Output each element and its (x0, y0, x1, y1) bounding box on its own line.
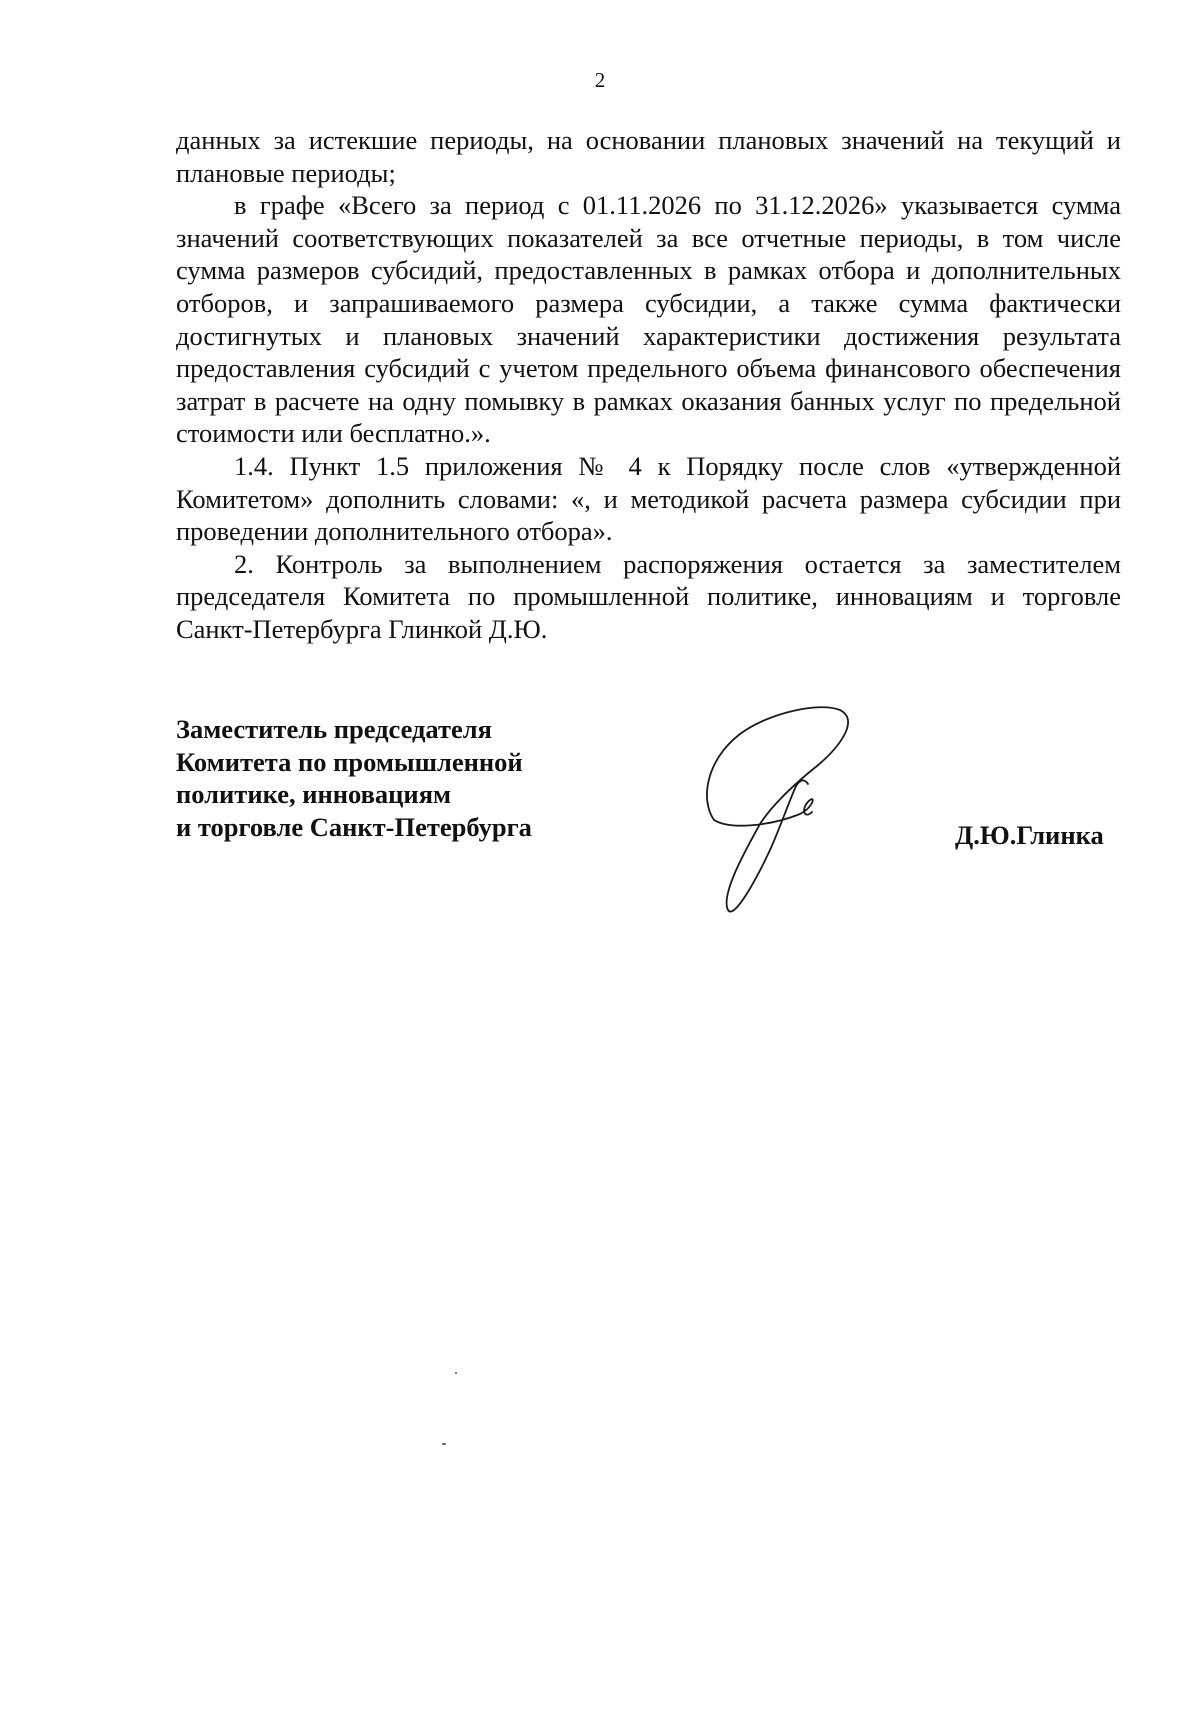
signatory-position (176, 713, 532, 843)
paragraph-continuation: данных за истекшие периоды, на основании плановых значений на текущий и плановые периоды; (176, 125, 1121, 188)
signatory-position-line: политике, инновациям (176, 779, 452, 809)
paragraph-item-1-4: 1.4. Пункт 1.5 приложения № 4 к Порядку после слов «утвержденной Комитетом» дополнить словами: «, и методикой расчета размера субсидии при проведении дополнительного отбора». (176, 450, 1121, 547)
document-body (176, 124, 1121, 646)
signatory-position-line: Заместитель председателя (176, 714, 492, 744)
handwritten-signature (700, 700, 870, 920)
signatory-name: Д.Ю.Глинка (955, 820, 1104, 850)
scan-speck (455, 1372, 457, 1374)
page-number: 2 (594, 68, 606, 92)
signatory-position-line: и торговле Санкт-Петербурга (176, 811, 532, 842)
signatory-position-line: Комитета по промышленной (176, 746, 523, 777)
scan-speck (442, 1443, 446, 1445)
paragraph-item-2: 2. Контроль за выполнением распоряжения остается за заместителем председателя Комитета по промышленной политике, инновациям и торговле Санкт-Петербурга Глинкой Д.Ю. (176, 548, 1121, 644)
paragraph-column-total: в графе «Всего за период с 01.11.2026 по 31.12.2026» указывается сумма значений соответствующих показателей за все отчетные периоды, в том числе сумма размеров субсидий, предоставленных в рамках отбора и дополнительных отборов, и запрашиваемого размера субсидии, а также сумма фактически достигнутых и плановых значений характеристики достижения результата предоставления субсидий с учетом предельного объема финансового обеспечения затрат в расчете на одну помывку в рамках оказания банных услуг по предельной стоимости или бесплатно.». (176, 190, 1121, 449)
